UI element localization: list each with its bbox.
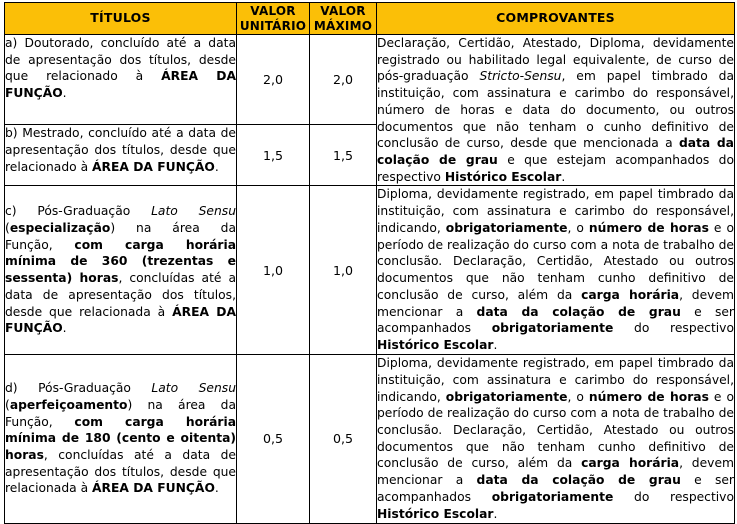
- cell-valor-maximo-a: 2,0: [310, 35, 377, 125]
- column-header-valor-unitario-line1: VALOR: [250, 4, 296, 19]
- cell-valor-unitario-d: 0,5: [237, 354, 310, 523]
- column-header-comprovantes: COMPROVANTES: [377, 3, 735, 35]
- cell-titulo-b: b) Mestrado, concluído até a data de apresentação dos títulos, desde que relacionado à ÁREA DA FUNÇÃO.: [5, 125, 237, 186]
- cell-valor-unitario-c: 1,0: [237, 186, 310, 354]
- table-body: [5, 35, 735, 524]
- cell-titulo-c: c) Pós-Graduação Lato Sensu (especialização) na área da Função, com carga horária mínima de 360 (trezentas e sessenta) horas, concluídas até a data de apresentação dos títulos, desde que relacionada à ÁREA DA FUNÇÃO.: [5, 186, 237, 354]
- table-header-row: [5, 3, 735, 35]
- column-header-valor-maximo-line1: VALOR: [320, 4, 366, 19]
- table-header: [5, 3, 735, 35]
- table-row: [5, 35, 735, 125]
- cell-titulo-d: d) Pós-Graduação Lato Sensu (aperfeiçoamento) na área da Função, com carga horária mínima de 180 (cento e oitenta) horas, concluídas até a data de apresentação dos títulos, desde que relacionada à ÁREA DA FUNÇÃO.: [5, 354, 237, 523]
- column-header-valor-maximo: [310, 3, 377, 35]
- cell-valor-unitario-a: 2,0: [237, 35, 310, 125]
- cell-valor-unitario-b: 1,5: [237, 125, 310, 186]
- table-row: [5, 186, 735, 354]
- cell-comprovante-c: Diploma, devidamente registrado, em papel timbrado da instituição, com assinatura e carimbo do responsável, indicando, obrigatoriamente, o número de horas e o período de realização do curso com a nota de trabalho de conclusão. Declaração, Certidão, Atestado ou outros documentos que não tenham cunho definitivo de conclusão de curso, além da carga horária, devem mencionar a data da colação de grau e ser acompanhados obrigatoriamente do respectivo Histórico Escolar.: [377, 186, 735, 354]
- cell-valor-maximo-d: 0,5: [310, 354, 377, 523]
- cell-comprovante-ab: Declaração, Certidão, Atestado, Diploma, devidamente registrado ou habilitado legal equivalente, de curso de pós-graduação Stricto-Sensu, em papel timbrado da instituição, com assinatura e carimbo do responsável, número de horas e data do documento, ou outros documentos que não tenham o cunho definitivo de conclusão de curso, desde que mencionada a data da colação de grau e que estejam acompanhados do respectivo Histórico Escolar.: [377, 35, 735, 186]
- titulos-scoring-table: [4, 2, 735, 524]
- cell-valor-maximo-c: 1,0: [310, 186, 377, 354]
- table-row: [5, 354, 735, 523]
- cell-comprovante-d: Diploma, devidamente registrado, em papel timbrado da instituição, com assinatura e carimbo do responsável, indicando, obrigatoriamente, o número de horas e o período de realização do curso com a nota de trabalho de conclusão. Declaração, Certidão, Atestado ou outros documentos que não tenham cunho definitivo de conclusão de curso, além da carga horária, devem mencionar a data da colação de grau e ser acompanhados obrigatoriamente do respectivo Histórico Escolar.: [377, 354, 735, 523]
- cell-titulo-a: a) Doutorado, concluído até a data de apresentação dos títulos, desde que relacionado à ÁREA DA FUNÇÃO.: [5, 35, 237, 125]
- column-header-valor-unitario: [237, 3, 310, 35]
- column-header-titulos: TÍTULOS: [5, 3, 237, 35]
- column-header-valor-maximo-line2: MÁXIMO: [313, 18, 373, 33]
- column-header-valor-unitario-line2: UNITÁRIO: [239, 18, 307, 33]
- cell-valor-maximo-b: 1,5: [310, 125, 377, 186]
